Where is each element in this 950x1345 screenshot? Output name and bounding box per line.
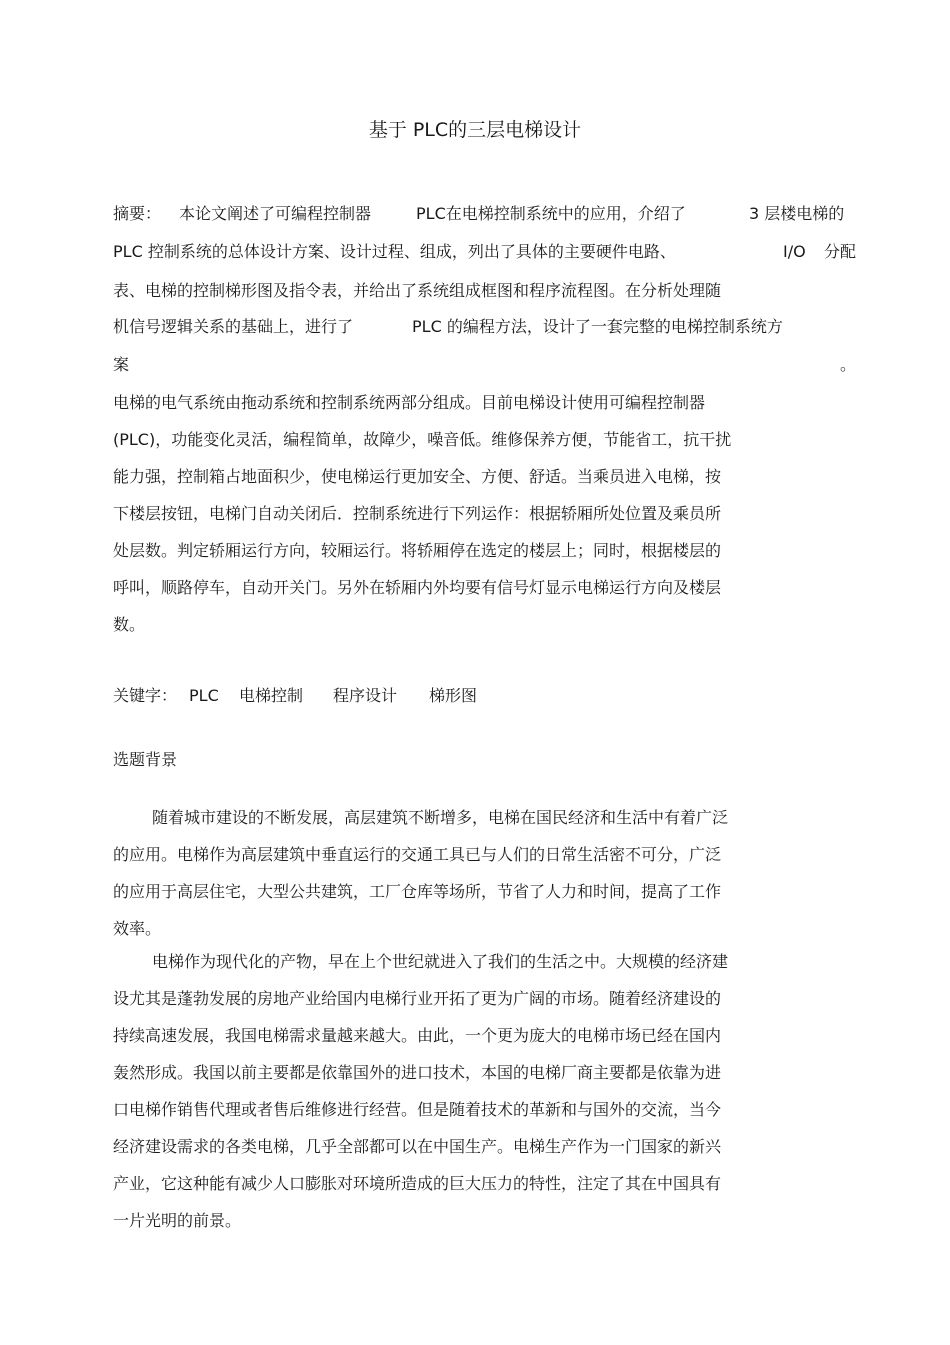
background-line: 的应用于高层住宅，大型公共建筑，工厂仓库等场所，节省了人力和时间，提高了工作	[113, 882, 722, 901]
intro-line: 数。	[113, 615, 146, 634]
abstract-text: PLC 控制系统的总体设计方案、设计过程、组成，列出了具体的主要硬件电路、	[113, 242, 676, 261]
background-line: 口电梯作销售代理或者售后维修进行经营。但是随着技术的革新和与国外的交流，当今	[113, 1100, 722, 1119]
intro-line: 下楼层按钮，电梯门自动关闭后．控制系统进行下列运作：根据轿厢所处位置及乘员所	[113, 504, 722, 523]
background-line: 效率。	[113, 919, 162, 938]
intro-line: 能力强，控制箱占地面积少，使电梯运行更加安全、方便、舒适。当乘员进入电梯，按	[113, 467, 722, 486]
background-line: 一片光明的前景。	[113, 1211, 242, 1230]
background-line: 随着城市建设的不断发展，高层建筑不断增多，电梯在国民经济和生活中有着广泛	[152, 808, 729, 827]
intro-line: 处层数。判定轿厢运行方向，较厢运行。将轿厢停在选定的楼层上；同时，根据楼层的	[113, 541, 722, 560]
keyword: PLC	[189, 686, 219, 705]
abstract-label: 摘要：	[113, 204, 162, 223]
background-line: 经济建设需求的各类电梯，几乎全部都可以在中国生产。电梯生产作为一门国家的新兴	[113, 1137, 722, 1156]
page-title: 基于 PLC的三层电梯设计	[368, 119, 582, 141]
background-line: 轰然形成。我国以前主要都是依靠国外的进口技术，本国的电梯厂商主要都是依靠为进	[113, 1063, 722, 1082]
background-line: 设尤其是蓬勃发展的房地产业给国内电梯行业开拓了更为广阔的市场。随着经济建设的	[113, 989, 722, 1008]
keyword: 电梯控制	[239, 686, 304, 705]
abstract-text: 本论文阐述了可编程控制器	[179, 204, 372, 223]
abstract-text: 案	[113, 355, 130, 374]
abstract-text: I/O	[783, 242, 806, 261]
abstract-text: 机信号逻辑关系的基础上，进行了	[113, 317, 354, 336]
abstract-text: 分配	[824, 242, 857, 261]
section-heading: 选题背景	[113, 750, 178, 769]
abstract-line-3: 表、电梯的控制梯形图及指令表，并给出了系统组成框图和程序流程图。在分析处理随	[113, 281, 722, 300]
abstract-text: PLC 的编程方法，设计了一套完整的电梯控制系统方	[412, 317, 783, 336]
abstract-text: PLC在电梯控制系统中的应用，介绍了	[416, 204, 686, 223]
background-line: 电梯作为现代化的产物，早在上个世纪就进入了我们的生活之中。大规模的经济建	[152, 952, 729, 971]
abstract-text: 。	[840, 355, 857, 374]
keywords-label: 关键字：	[113, 686, 178, 705]
intro-line: 呼叫，顺路停车，自动开关门。另外在轿厢内外均要有信号灯显示电梯运行方向及楼层	[113, 578, 722, 597]
keyword: 梯形图	[429, 686, 478, 705]
intro-line: (PLC)，功能变化灵活，编程简单，故障少，噪音低。维修保养方便，节能省工，抗干扰	[113, 430, 732, 449]
background-line: 产业，它这种能有减少人口膨胀对环境所造成的巨大压力的特性，注定了其在中国具有	[113, 1174, 722, 1193]
intro-line: 电梯的电气系统由拖动系统和控制系统两部分组成。目前电梯设计使用可编程控制器	[113, 393, 706, 412]
background-line: 的应用。电梯作为高层建筑中垂直运行的交通工具已与人们的日常生活密不可分，广泛	[113, 845, 722, 864]
abstract-text: 3 层楼电梯的	[749, 204, 845, 223]
keyword: 程序设计	[333, 686, 398, 705]
background-line: 持续高速发展，我国电梯需求量越来越大。由此，一个更为庞大的电梯市场已经在国内	[113, 1026, 722, 1045]
